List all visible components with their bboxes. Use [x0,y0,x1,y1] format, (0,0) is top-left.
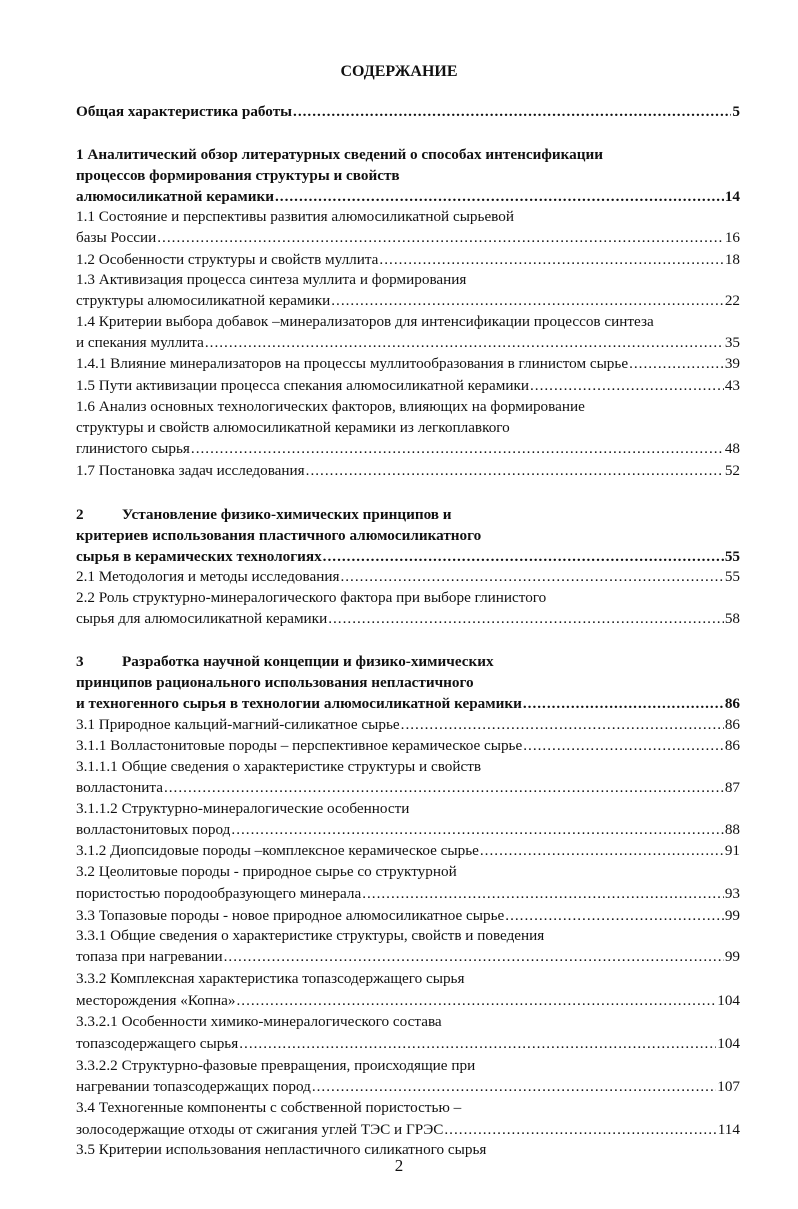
toc-entry-title: 1.5 Пути активизации процесса спекания алюмосиликатной керамики [76,377,529,394]
toc-line-text: 3.4 Техногенные компоненты с собственной пористостью – [76,1099,462,1116]
dot-leader [239,1034,716,1054]
toc-entry-title: 3.3 Топазовые породы - новое природное алюмосиликатное сырье [76,907,505,924]
toc-page-number: 16 [724,229,740,246]
toc-page-number: 88 [724,821,740,838]
toc-page-number: 104 [717,1035,740,1052]
toc-line-text: 1.6 Анализ основных технологических факторов, влияющих на формирование [76,398,585,415]
toc-line-text: 3.3.2.1 Особенности химико-минералогического состава [76,1013,442,1030]
toc-entry-title: глинистого сырья [76,440,190,457]
toc-entry [76,1077,740,1097]
toc-entry-title: 3.1.1 Волластонитовые породы – перспективное керамическое сырье [76,737,523,754]
toc-entry [76,820,740,840]
toc-line-text: 3.2 Цеолитовые породы - природное сырье со структурной [76,863,457,880]
toc-page-number: 58 [724,610,740,627]
dot-leader [312,1077,716,1097]
toc-entry [76,376,740,396]
toc-line-text: критериев использования пластичного алюмосиликатного [76,527,482,544]
toc-line-text: 3.3.2 Комплексная характеристика топазсодержащего сырья [76,970,465,987]
toc-page-number: 35 [724,334,740,351]
dot-leader [340,567,723,587]
toc-page-number: 48 [724,440,740,457]
toc-entry-title: 1.2 Особенности структуры и свойств муллита [76,251,379,268]
toc-line [76,397,585,417]
toc-line-text: 1.3 Активизация процесса синтеза муллита и формирования [76,271,467,288]
toc-line [76,1012,442,1032]
toc-line-text: 3.1.1.1 Общие сведения о характеристике структуры и свойств [76,758,482,775]
toc-entry [76,439,740,459]
toc-line-text: принципов рационального использования непластичного [76,674,474,691]
toc-page-number: 87 [724,779,740,796]
toc-line-text: 1 Аналитический обзор литературных сведений о способах интенсификации [76,146,603,163]
toc-line-text: 3.3.2.2 Структурно-фазовые превращения, происходящие при [76,1057,476,1074]
toc-line [76,526,481,546]
toc-line [76,418,510,438]
toc-page-number: 99 [724,948,740,965]
toc-entry-title: золосодержащие отходы от сжигания углей ТЭС и ГРЭС [76,1121,444,1138]
toc-entry [76,715,740,735]
toc-page-number: 104 [717,992,740,1009]
toc-line [76,207,514,227]
toc-entry [76,841,740,861]
toc-entry-title: 2.1 Методология и методы исследования [76,568,340,585]
dot-leader [362,884,724,904]
toc-page-number: 18 [724,251,740,268]
dot-leader [323,547,724,567]
toc-entry [76,567,740,587]
toc-entry [76,228,740,248]
dot-leader [401,715,724,735]
toc-entry [76,609,740,629]
toc-page-number: 86 [724,737,740,754]
toc-page-number: 86 [724,716,740,733]
dot-leader [191,439,724,459]
toc-line [76,1056,475,1076]
toc-page-number: 114 [717,1121,740,1138]
toc-entry-title: месторождения «Копна» [76,992,236,1009]
toc-entry [76,736,740,756]
toc-page-number: 5 [732,103,740,120]
toc-line-text: структуры и свойств алюмосиликатной керамики из легкоплавкого [76,419,510,436]
toc-entry [76,906,740,926]
toc-entry-title: 3.1 Природное кальций-магний-силикатное сырье [76,716,400,733]
toc-entry-title: и техногенного сырья в технологии алюмосиликатной керамики [76,695,522,712]
dot-leader [328,609,724,629]
dot-leader [293,102,731,122]
toc-line-text: Разработка научной концепции и физико-химических [122,653,494,670]
toc-entry [76,694,740,714]
toc-entry [76,1034,740,1054]
toc-line [76,588,546,608]
chapter-number: 2 [76,506,84,523]
toc-line [76,1098,461,1118]
toc-page-number: 91 [724,842,740,859]
toc-line [76,505,452,525]
toc-page-number: 52 [724,462,740,479]
toc-line [76,270,466,290]
toc-entry-title: волластонита [76,779,163,796]
dot-leader [224,947,724,967]
dot-leader [275,187,724,207]
toc-entry [76,291,740,311]
toc-line [76,926,544,946]
toc-page-number: 86 [724,695,740,712]
toc-entry-title: структуры алюмосиликатной керамики [76,292,331,309]
chapter-number: 3 [76,653,84,670]
dot-leader [480,841,724,861]
dot-leader [306,461,724,481]
toc-line [76,652,494,672]
dot-leader [157,228,724,248]
toc-entry [76,1120,740,1140]
toc-entry [76,547,740,567]
toc-entry-title: алюмосиликатной керамики [76,188,274,205]
toc-line-text: 1.4 Критерии выбора добавок –минерализаторов для интенсификации процессов синтеза [76,313,654,330]
toc-page-number: 55 [724,548,740,565]
toc-page-number: 99 [724,907,740,924]
toc-line-text: процессов формирования структуры и свойств [76,167,400,184]
toc-entry-title: волластонитовых пород [76,821,231,838]
dot-leader [444,1120,716,1140]
toc-line [76,862,457,882]
toc-line [76,969,464,989]
toc-page-number: 22 [724,292,740,309]
dot-leader [231,820,723,840]
toc-entry-title: пористостью породообразующего минерала [76,885,362,902]
dot-leader [379,250,723,270]
toc-entry [76,778,740,798]
toc-entry [76,991,740,1011]
dot-leader [505,906,724,926]
toc-entry [76,250,740,270]
toc-line-text: 3.1.1.2 Структурно-минералогические особенности [76,800,410,817]
toc-line-text: 2.2 Роль структурно-минералогического фактора при выборе глинистого [76,589,547,606]
toc-page-number: 55 [724,568,740,585]
dot-leader [164,778,724,798]
toc-line [76,673,474,693]
toc-entry-title: 1.7 Постановка задач исследования [76,462,305,479]
toc-entry-title: топаза при нагревании [76,948,223,965]
dot-leader [205,333,724,353]
toc-entry [76,187,740,207]
toc-line-text: 3.5 Критерии использования непластичного силикатного сырья [76,1141,487,1158]
toc-entry-title: 1.4.1 Влияние минерализаторов на процессы муллитообразования в глинистом сырье [76,355,629,372]
toc-entry-title: Общая характеристика работы [76,103,293,120]
toc-line [76,799,409,819]
toc-line-text: 3.3.1 Общие сведения о характеристике структуры, свойств и поведения [76,927,545,944]
toc-entry-title: и спекания муллита [76,334,204,351]
toc-entry [76,102,740,122]
toc-entry [76,947,740,967]
dot-leader [331,291,724,311]
toc-page-number: 39 [724,355,740,372]
toc-page-number: 93 [724,885,740,902]
toc-line [76,166,400,186]
dot-leader [523,694,724,714]
toc-entry [76,461,740,481]
toc-entry [76,333,740,353]
toc-entry [76,354,740,374]
toc-page-number: 43 [724,377,740,394]
toc-line [76,145,603,165]
toc-entry [76,884,740,904]
toc-line-text: 1.1 Состояние и перспективы развития алюмосиликатной сырьевой [76,208,514,225]
toc-line [76,312,654,332]
toc-line [76,757,481,777]
toc-entry-title: 3.1.2 Диопсидовые породы –комплексное керамическое сырье [76,842,479,859]
page-number: 2 [394,1156,404,1175]
toc-line-text: Установление физико-химических принципов и [122,506,452,523]
toc-entry-title: сырья в керамических технологиях [76,548,322,565]
dot-leader [629,354,724,374]
dot-leader [523,736,724,756]
toc-page-number: 107 [717,1078,740,1095]
page-title: СОДЕРЖАНИЕ [340,63,458,80]
toc-page-number: 14 [724,188,740,205]
toc-entry-title: нагревании топазсодержащих пород [76,1078,311,1095]
toc-entry-title: базы России [76,229,157,246]
toc-entry-title: сырья для алюмосиликатной керамики [76,610,328,627]
toc-entry-title: топазсодержащего сырья [76,1035,239,1052]
dot-leader [236,991,716,1011]
dot-leader [530,376,724,396]
